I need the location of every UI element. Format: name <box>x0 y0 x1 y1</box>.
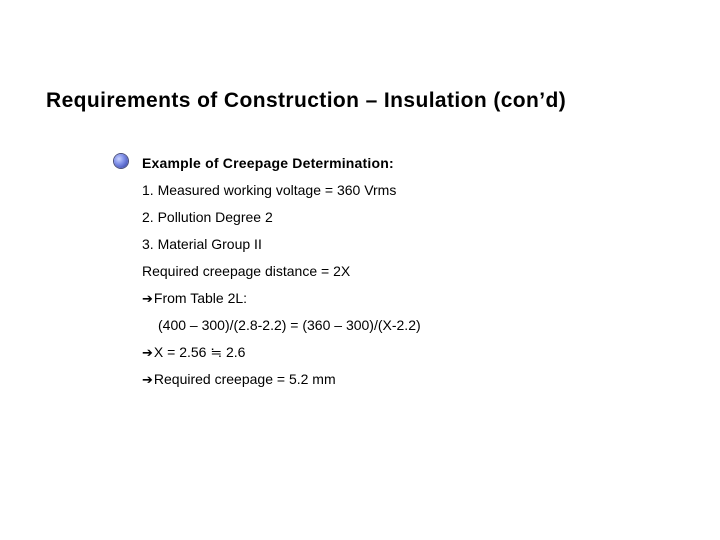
list-item-material-group: 3. Material Group II <box>142 236 262 252</box>
arrow-line-x-value <box>142 339 682 366</box>
table-reference-text: From Table 2L: <box>153 290 248 306</box>
bullet-icon <box>114 154 128 168</box>
list-item-voltage: 1. Measured working voltage = 360 Vrms <box>142 182 397 198</box>
list-item-pollution-degree: 2. Pollution Degree 2 <box>142 209 273 225</box>
arrow-right-icon: ➔ <box>142 292 153 307</box>
arrow-right-icon: ➔ <box>142 346 153 361</box>
example-heading: Example of Creepage Determination: <box>142 155 394 171</box>
required-creepage-result: Required creepage = 5.2 mm <box>153 371 336 387</box>
arrow-right-icon: ➔ <box>142 373 153 388</box>
arrow-line-table <box>142 285 682 312</box>
arrow-line-result <box>142 366 682 393</box>
equation: (400 – 300)/(2.8-2.2) = (360 – 300)/(X-2.2) <box>158 317 421 333</box>
slide-title: Requirements of Construction – Insulation (con’d) <box>46 89 567 112</box>
x-value-text: X = 2.56 ≒ 2.6 <box>153 344 246 360</box>
required-creepage-distance: Required creepage distance = 2X <box>142 263 351 279</box>
slide-content <box>142 150 682 393</box>
